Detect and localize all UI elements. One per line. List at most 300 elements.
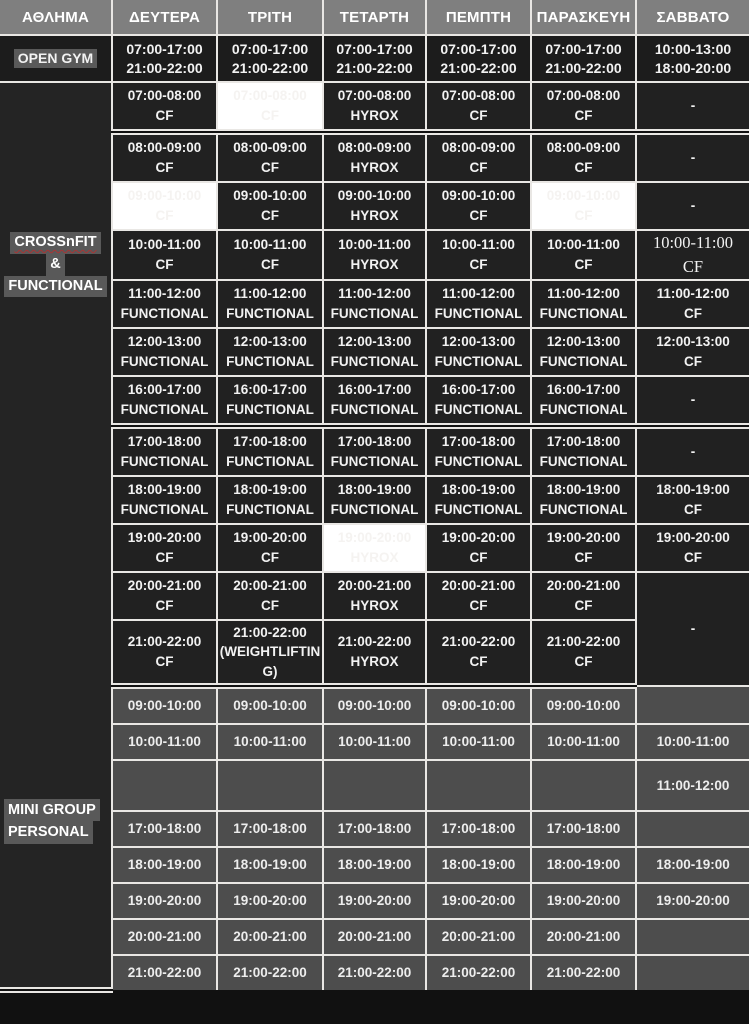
time-text: 07:00-08:00: [441, 88, 516, 104]
crossnfit-row: [0, 376, 749, 426]
time-text: 21:00-22:00: [337, 634, 412, 650]
time-text: 18:00-19:00: [546, 482, 621, 498]
mini-group-row: [0, 811, 749, 847]
time-text: 17:00-18:00: [127, 434, 202, 450]
time-text: 16:00-17:00: [546, 382, 621, 398]
activity-text: CF: [261, 549, 279, 565]
activity-text: CF: [684, 305, 702, 321]
schedule-cell: [112, 182, 217, 230]
mini-group-cell: [217, 883, 323, 919]
mini-group-cell: [531, 955, 636, 990]
crossnfit-row: [0, 328, 749, 376]
time-text: 12:00-13:00: [337, 334, 412, 350]
hours-line: 07:00-17:00: [231, 40, 309, 57]
crossnfit-row: [0, 426, 749, 476]
time-text: 21:00-22:00: [441, 965, 516, 981]
time-text: 10:00-11:00: [338, 237, 411, 253]
activity-text: FUNCTIONAL: [120, 501, 209, 517]
time-text: 10:00-11:00: [338, 734, 411, 750]
mini-group-cell: [112, 919, 217, 955]
schedule-cell: [636, 280, 749, 328]
time-text: 12:00-13:00: [546, 334, 621, 350]
time-text: 21:00-22:00: [546, 965, 621, 981]
activity-text: CF: [155, 256, 174, 272]
schedule-cell: [217, 620, 323, 686]
time-text: 18:00-19:00: [127, 857, 202, 873]
hours-line: 21:00-22:00: [126, 59, 203, 76]
sport-column: [0, 82, 112, 990]
time-text: 09:00-10:00: [233, 188, 307, 204]
hours-line: 07:00-17:00: [336, 40, 413, 57]
mini-group-cell: [531, 724, 636, 760]
empty-cell: [636, 919, 749, 955]
time-text: 20:00-21:00: [441, 929, 516, 945]
time-text: 12:00-13:00: [441, 334, 516, 350]
schedule-cell: [531, 230, 636, 280]
time-text: 16:00-17:00: [233, 382, 307, 398]
schedule-cell: [426, 572, 531, 620]
mini-group-cell: [217, 686, 323, 724]
time-text: 21:00-22:00: [233, 965, 307, 981]
label-line: FUNCTIONAL: [4, 276, 106, 298]
schedule-cell: [426, 328, 531, 376]
label-line: &: [46, 254, 64, 276]
activity-text: FUNCTIONAL: [434, 401, 523, 417]
schedule-cell: [531, 426, 636, 476]
mini-group-cell: [112, 847, 217, 883]
activity-text: FUNCTIONAL: [330, 353, 419, 369]
schedule-cell: [112, 426, 217, 476]
open-gym-label-cell: [0, 35, 112, 82]
dash-cell: [636, 132, 749, 182]
time-text: 07:00-08:00: [233, 88, 307, 104]
activity-text: HYROX: [350, 208, 399, 223]
time-text: 17:00-18:00: [127, 821, 202, 837]
mini-group-cell: [217, 919, 323, 955]
mini-group-cell: [531, 919, 636, 955]
empty-cell: [323, 760, 426, 811]
schedule-cell: [323, 132, 426, 182]
activity-text: FUNCTIONAL: [330, 453, 419, 469]
time-text: 16:00-17:00: [441, 382, 516, 398]
mini-group-row: [0, 847, 749, 883]
mini-group-cell: [426, 811, 531, 847]
day-header: ΔΕΥΤΕΡΑ: [112, 0, 217, 35]
crossnfit-row: [0, 132, 749, 182]
time-text: 19:00-20:00: [441, 893, 516, 909]
time-text: 20:00-21:00: [441, 578, 516, 594]
activity-text: CF: [469, 597, 488, 613]
dash-cell: [636, 426, 749, 476]
schedule-cell: [323, 620, 426, 686]
label-line: MINI GROUP: [4, 799, 100, 821]
schedule-cell: [531, 524, 636, 572]
activity-text: FUNCTIONAL: [226, 353, 314, 369]
activity-text: CF: [261, 256, 279, 272]
time-text: 19:00-20:00: [441, 530, 516, 546]
activity-text: FUNCTIONAL: [226, 501, 314, 517]
activity-text: HYROX: [350, 653, 399, 669]
hours-line: 07:00-17:00: [545, 40, 622, 57]
activity-text: HYROX: [350, 597, 399, 613]
activity-text: FUNCTIONAL: [434, 501, 523, 517]
time-text: 09:00-10:00: [233, 698, 307, 714]
time-text: 17:00-18:00: [233, 821, 307, 837]
mini-group-cell: [426, 955, 531, 990]
schedule-cell: [426, 280, 531, 328]
activity-text: CF: [574, 108, 593, 123]
schedule-body: [0, 35, 749, 990]
schedule-cell: [531, 182, 636, 230]
crossnfit-row: [0, 182, 749, 230]
dash-text: -: [690, 444, 696, 460]
activity-text: CF: [469, 160, 488, 175]
time-text: 19:00-20:00: [546, 530, 621, 546]
activity-text: HYROX: [350, 256, 399, 272]
mini-group-cell: [323, 919, 426, 955]
time-text: 19:00-20:00: [656, 530, 730, 546]
time-text: 10:00-11:00: [652, 233, 734, 252]
time-text: 21:00-22:00: [127, 634, 202, 650]
time-text: 09:00-10:00: [337, 698, 412, 714]
schedule-cell: [323, 230, 426, 280]
dash-cell: [636, 572, 749, 686]
mini-group-cell: [531, 811, 636, 847]
activity-text: CF: [684, 549, 702, 565]
empty-cell: [636, 811, 749, 847]
time-text: 08:00-09:00: [127, 140, 202, 156]
activity-text: FUNCTIONAL: [226, 401, 314, 417]
schedule-cell: [323, 426, 426, 476]
activity-text: CF: [682, 256, 704, 276]
activity-text: FUNCTIONAL: [120, 353, 209, 369]
time-text: 10:00-11:00: [128, 734, 201, 750]
time-text: 10:00-11:00: [442, 237, 515, 253]
schedule-cell: [217, 476, 323, 524]
empty-cell: [531, 760, 636, 811]
mini-group-cell: [323, 883, 426, 919]
empty-cell: [636, 686, 749, 724]
time-text: 20:00-21:00: [233, 929, 307, 945]
time-text: 17:00-18:00: [441, 821, 516, 837]
activity-text: CF: [261, 597, 279, 613]
time-text: 18:00-19:00: [127, 482, 202, 498]
time-text: 17:00-18:00: [546, 821, 621, 837]
activity-text: CF: [574, 597, 593, 613]
time-text: 18:00-19:00: [233, 482, 307, 498]
time-text: 08:00-09:00: [441, 140, 516, 156]
activity-text: FUNCTIONAL: [539, 353, 628, 369]
empty-cell: [426, 760, 531, 811]
mini-group-cell: [426, 686, 531, 724]
activity-text: CF: [574, 653, 593, 669]
activity-text: CF: [155, 549, 174, 565]
schedule-cell: [531, 620, 636, 686]
time-text: 10:00-11:00: [442, 734, 515, 750]
time-text: 18:00-19:00: [337, 857, 412, 873]
schedule-cell: [112, 82, 217, 132]
time-text: 08:00-09:00: [233, 140, 307, 156]
activity-text: CF: [574, 208, 593, 223]
open-gym-label: OPEN GYM: [14, 49, 97, 68]
mini-group-cell: [323, 847, 426, 883]
mini-group-cell: [636, 847, 749, 883]
dash-text: -: [690, 392, 696, 408]
schedule-cell: [323, 280, 426, 328]
label-line: CROSSnFIT: [10, 232, 100, 254]
time-text: 10:00-11:00: [656, 734, 730, 750]
activity-text: FUNCTIONAL: [120, 305, 209, 321]
dash-cell: [636, 82, 749, 132]
time-text: 09:00-10:00: [127, 698, 202, 714]
activity-text: FUNCTIONAL: [330, 501, 419, 517]
schedule-cell: [531, 328, 636, 376]
activity-text: CF: [469, 549, 488, 565]
schedule-cell: [426, 82, 531, 132]
label-line: PERSONAL: [4, 821, 93, 843]
activity-text: CF: [469, 653, 488, 669]
time-text: 18:00-19:00: [546, 857, 621, 873]
mini-group-row: [0, 955, 749, 990]
time-text: 21:00-22:00: [127, 965, 202, 981]
mini-group-personal-label: [4, 799, 100, 844]
schedule-cell: [531, 376, 636, 426]
open-gym-row: [0, 35, 749, 82]
time-text: 09:00-10:00: [127, 188, 202, 204]
mini-group-cell: [426, 883, 531, 919]
schedule-cell: [217, 280, 323, 328]
activity-text: FUNCTIONAL: [330, 305, 419, 321]
time-text: 19:00-20:00: [337, 893, 412, 909]
time-text: 10:00-11:00: [128, 237, 201, 253]
mini-group-row: [0, 919, 749, 955]
mini-group-cell: [636, 724, 749, 760]
mini-group-cell: [426, 847, 531, 883]
mini-group-cell: [112, 724, 217, 760]
schedule-cell: [112, 230, 217, 280]
schedule-cell: [531, 82, 636, 132]
schedule-cell: [112, 376, 217, 426]
mini-group-cell: [531, 847, 636, 883]
schedule-cell: [323, 182, 426, 230]
mini-group-row: [0, 883, 749, 919]
hours-line: 21:00-22:00: [440, 59, 517, 76]
time-text: 10:00-11:00: [233, 237, 307, 253]
crossnfit-row: [0, 524, 749, 572]
activity-text: CF: [261, 160, 279, 175]
hours-line: 07:00-17:00: [126, 40, 203, 57]
activity-text: CF: [155, 208, 174, 223]
open-gym-hours-cell: [531, 35, 636, 82]
hours-line: 10:00-13:00: [654, 40, 732, 57]
time-text: 18:00-19:00: [233, 857, 307, 873]
activity-text: FUNCTIONAL: [226, 453, 314, 469]
schedule-cell: [323, 82, 426, 132]
activity-text: CF: [574, 160, 593, 175]
time-text: 21:00-22:00: [546, 634, 621, 650]
time-text: 11:00-12:00: [442, 286, 515, 302]
time-text: 09:00-10:00: [441, 698, 516, 714]
time-text: 11:00-12:00: [128, 286, 201, 302]
time-text: 20:00-21:00: [546, 578, 621, 594]
header-row: [0, 0, 749, 35]
activity-text: FUNCTIONAL: [539, 401, 628, 417]
time-text: 11:00-12:00: [233, 286, 307, 302]
time-text: 09:00-10:00: [546, 188, 621, 204]
time-text: 17:00-18:00: [233, 434, 307, 450]
time-text: 19:00-20:00: [546, 893, 621, 909]
time-text: 21:00-22:00: [441, 634, 516, 650]
time-text: 19:00-20:00: [233, 530, 307, 546]
schedule-cell: [112, 620, 217, 686]
activity-text: CF: [155, 653, 174, 669]
time-text: 07:00-08:00: [337, 88, 412, 104]
mini-group-cell: [217, 724, 323, 760]
mini-group-row: [0, 760, 749, 811]
day-header: ΤΕΤΑΡΤΗ: [323, 0, 426, 35]
activity-text: FUNCTIONAL: [330, 401, 419, 417]
time-text: 11:00-12:00: [338, 286, 411, 302]
schedule-cell: [426, 230, 531, 280]
time-text: 16:00-17:00: [337, 382, 412, 398]
schedule-cell: [217, 230, 323, 280]
mini-group-cell: [217, 847, 323, 883]
activity-text: CF: [469, 108, 488, 123]
mini-group-cell: [112, 686, 217, 724]
hours-line: 21:00-22:00: [336, 59, 413, 76]
schedule-cell: [112, 328, 217, 376]
day-header: ΤΡΙΤΗ: [217, 0, 323, 35]
time-text: 08:00-09:00: [337, 140, 412, 156]
mini-group-cell: [426, 724, 531, 760]
activity-text: FUNCTIONAL: [434, 453, 523, 469]
time-text: 10:00-11:00: [547, 237, 620, 253]
activity-text: FUNCTIONAL: [539, 453, 628, 469]
schedule-cell: [112, 524, 217, 572]
schedule-cell: [426, 426, 531, 476]
hours-line: 21:00-22:00: [231, 59, 309, 76]
dash-text: -: [690, 198, 696, 214]
mini-group-cell: [112, 955, 217, 990]
schedule-cell: [217, 82, 323, 132]
empty-cell: [217, 760, 323, 811]
schedule-cell: [426, 620, 531, 686]
open-gym-hours-cell: [112, 35, 217, 82]
activity-text: FUNCTIONAL: [226, 305, 314, 321]
schedule-cell: [217, 132, 323, 182]
mini-group-cell: [112, 883, 217, 919]
mini-group-cell: [531, 686, 636, 724]
activity-text: (WEIGHTLIFTING): [219, 644, 321, 679]
time-text: 11:00-12:00: [656, 777, 730, 793]
dash-text: -: [690, 621, 696, 637]
day-header: ΠΕΜΠΤΗ: [426, 0, 531, 35]
crossnfit-row: [0, 572, 749, 620]
schedule-cell: [217, 328, 323, 376]
time-text: 17:00-18:00: [337, 821, 412, 837]
activity-text: CF: [155, 160, 174, 175]
time-text: 07:00-08:00: [127, 88, 202, 104]
activity-text: CF: [574, 256, 593, 272]
time-text: 20:00-21:00: [546, 929, 621, 945]
time-text: 18:00-19:00: [656, 482, 730, 498]
sport-column-header: ΑΘΛΗΜΑ: [0, 0, 112, 35]
schedule-cell: [636, 328, 749, 376]
mini-group-cell: [217, 955, 323, 990]
mini-group-cell: [426, 919, 531, 955]
mini-group-cell: [636, 760, 749, 811]
schedule-cell: [323, 476, 426, 524]
activity-text: CF: [261, 108, 279, 123]
dash-cell: [636, 182, 749, 230]
time-text: 18:00-19:00: [337, 482, 412, 498]
activity-text: FUNCTIONAL: [120, 453, 209, 469]
schedule-cell: [217, 572, 323, 620]
time-text: 08:00-09:00: [546, 140, 621, 156]
activity-text: FUNCTIONAL: [434, 353, 523, 369]
crossnfit-functional-label: [0, 232, 111, 297]
time-text: 17:00-18:00: [441, 434, 516, 450]
time-text: 19:00-20:00: [233, 893, 307, 909]
schedule-cell: [636, 476, 749, 524]
time-text: 17:00-18:00: [546, 434, 621, 450]
crossnfit-row: [0, 82, 749, 132]
activity-text: CF: [469, 256, 488, 272]
crossnfit-row: [0, 230, 749, 280]
schedule-cell: [636, 230, 749, 280]
schedule-cell: [531, 572, 636, 620]
schedule-cell: [531, 280, 636, 328]
time-text: 07:00-08:00: [546, 88, 621, 104]
time-text: 19:00-20:00: [656, 893, 730, 909]
schedule-cell: [323, 328, 426, 376]
day-header: ΣΑΒΒΑΤΟ: [636, 0, 749, 35]
schedule-cell: [636, 524, 749, 572]
activity-text: FUNCTIONAL: [120, 401, 209, 417]
activity-text: FUNCTIONAL: [434, 305, 523, 321]
activity-text: CF: [684, 501, 702, 517]
mini-group-row: [0, 724, 749, 760]
schedule-cell: [323, 376, 426, 426]
mini-group-cell: [112, 811, 217, 847]
empty-cell: [636, 955, 749, 990]
open-gym-hours-cell: [426, 35, 531, 82]
time-text: 21:00-22:00: [337, 965, 412, 981]
mini-group-row: [0, 686, 749, 724]
schedule-cell: [426, 132, 531, 182]
activity-text: CF: [261, 208, 279, 223]
time-text: 09:00-10:00: [337, 188, 412, 204]
time-text: 12:00-13:00: [656, 334, 730, 350]
activity-text: CF: [684, 353, 702, 369]
time-text: 20:00-21:00: [337, 929, 412, 945]
schedule-cell: [426, 524, 531, 572]
hours-line: 18:00-20:00: [654, 59, 732, 76]
activity-text: CF: [155, 108, 174, 123]
hours-line: 07:00-17:00: [440, 40, 517, 57]
mini-group-cell: [636, 883, 749, 919]
time-text: 18:00-19:00: [656, 857, 730, 873]
dash-text: -: [690, 98, 696, 114]
mini-group-cell: [323, 811, 426, 847]
time-text: 20:00-21:00: [233, 578, 307, 594]
open-gym-hours-cell: [217, 35, 323, 82]
schedule-cell: [112, 280, 217, 328]
open-gym-hours-cell: [636, 35, 749, 82]
time-text: 10:00-11:00: [547, 734, 620, 750]
schedule-cell: [217, 376, 323, 426]
activity-text: HYROX: [350, 160, 399, 175]
